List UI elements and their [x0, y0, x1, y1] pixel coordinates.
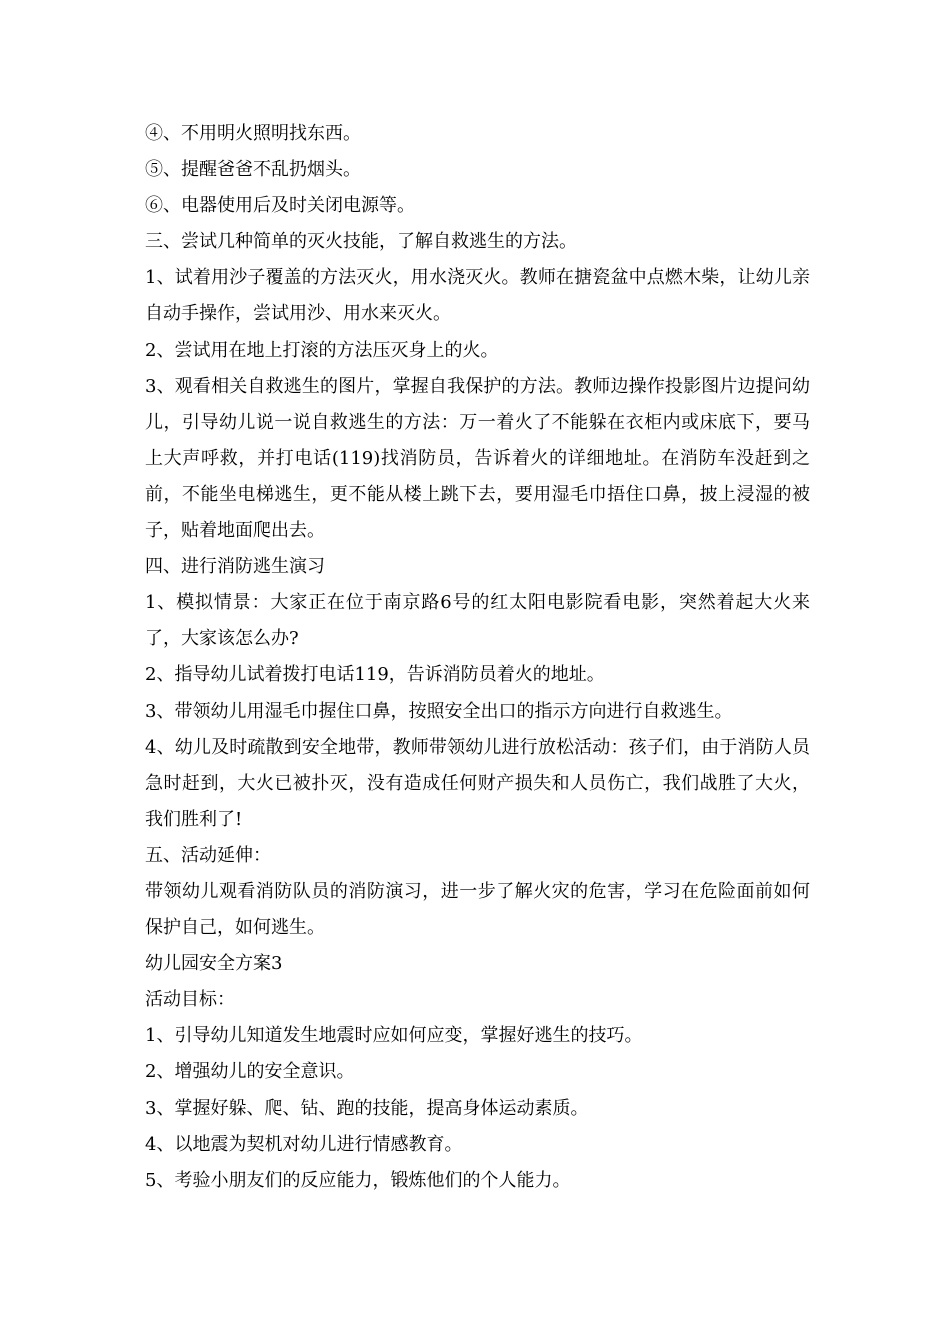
list-item-6: ⑥、电器使用后及时关闭电源等。 — [145, 195, 415, 217]
paragraph: 4、幼儿及时疏散到安全地带，教师带领幼儿进行放松活动：孩子们，由于消防人员急时赶到，大火已被扑灭，没有造成任何财产损失和人员伤亡，我们战胜了大火，我们胜利了! — [145, 736, 810, 830]
section-heading-4: 四、进行消防逃生演习 — [145, 556, 325, 578]
section-heading-5: 五、活动延伸： — [145, 844, 271, 866]
goal-item: 2、增强幼儿的安全意识。 — [145, 1061, 355, 1083]
list-item-5: ⑤、提醒爸爸不乱扔烟头。 — [145, 159, 361, 181]
paragraph: 带领幼儿观看消防队员的消防演习，进一步了解火灾的危害，学习在危险面前如何保护自己，如何逃生。 — [145, 880, 810, 939]
goal-item: 4、以地震为契机对幼儿进行情感教育。 — [145, 1133, 463, 1155]
paragraph: 2、尝试用在地上打滚的方法压灭身上的火。 — [145, 339, 499, 361]
goal-item: 3、掌握好躲、爬、钻、跑的技能，提高身体运动素质。 — [145, 1097, 589, 1119]
paragraph: 3、观看相关自救逃生的图片，掌握自我保护的方法。教师边操作投影图片边提问幼儿，引导幼儿说一说自救逃生的方法：万一着火了不能躲在衣柜内或床底下，要马上大声呼救，并打电话(119)找消防员，告诉着火的详细地址。在消防车没赶到之前，不能坐电梯逃生，更不能从楼上跳下去，要用湿毛巾捂住口鼻，披上浸湿的被子，贴着地面爬出去。 — [145, 375, 810, 542]
goal-item: 5、考验小朋友们的反应能力，锻炼他们的个人能力。 — [145, 1169, 571, 1191]
document-title: 幼儿园安全方案3 — [145, 953, 283, 975]
paragraph: 2、指导幼儿试着拨打电话119，告诉消防员着火的地址。 — [145, 664, 605, 686]
paragraph: 3、带领幼儿用湿毛巾握住口鼻，按照安全出口的指示方向进行自救逃生。 — [145, 700, 733, 722]
paragraph: 1、模拟情景：大家正在位于南京路6号的红太阳电影院看电影，突然着起大火来了，大家该怎么办? — [145, 592, 810, 650]
list-item-4: ④、不用明火照明找东西。 — [145, 123, 361, 144]
section-heading-3: 三、尝试几种简单的灭火技能，了解自救逃生的方法。 — [145, 231, 577, 253]
document-page — [145, 116, 810, 1199]
paragraph: 1、试着用沙子覆盖的方法灭火，用水浇灭火。教师在搪瓷盆中点燃木柴，让幼儿亲自动手操作，尝试用沙、用水来灭火。 — [145, 267, 810, 325]
goal-item: 1、引导幼儿知道发生地震时应如何应变，掌握好逃生的技巧。 — [145, 1025, 643, 1047]
goals-heading: 活动目标： — [145, 989, 235, 1011]
